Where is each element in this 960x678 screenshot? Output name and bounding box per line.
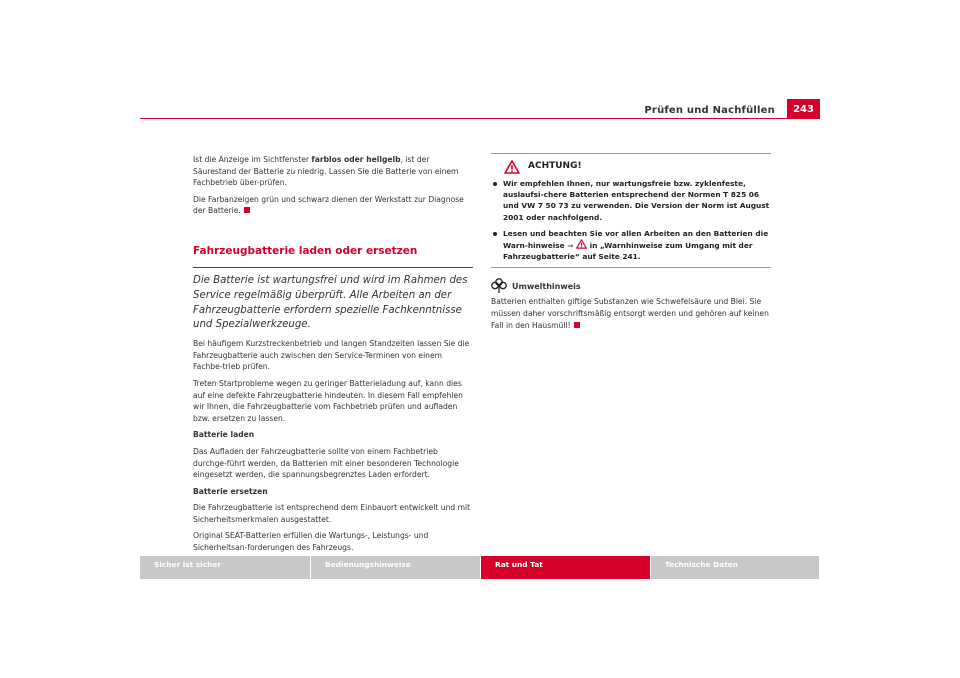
tab-sicher-ist-sicher[interactable]: Sicher ist sicher — [140, 556, 310, 579]
subheading-charge: Batterie laden — [193, 430, 255, 440]
body-paragraph-1: Bei häufigem Kurzstreckenbetrieb und langen Standzeiten lassen Sie die Fahrzeugbatterie auch zwischen den Service-Terminen von einem Fachbe-trieb prüfen. — [193, 339, 470, 372]
replace-paragraph: Die Fahrzeugbatterie ist entsprechend dem Einbauort entwickelt und mit Sicherheitsmerkmalen ausgestattet. — [193, 503, 471, 524]
warning-triangle-icon — [576, 239, 587, 249]
body-paragraph-3: Original SEAT-Batterien erfüllen die Wartungs-, Leistungs- und Sicherheitsan-forderungen des Fahrzeugs. — [193, 531, 429, 553]
end-marker-icon — [574, 322, 580, 328]
warning-item: Wir empfehlen Ihnen, nur wartungsfreie bzw. zyklenfeste, auslaufsi-chere Batterien entsprechend der Normen T 825 06 und VW 7 50 73 zu verwenden. Die Version der Norm ist August 2001 oder nachfolgend. — [491, 178, 771, 223]
page-header-title: Prüfen und Nachfüllen — [644, 105, 775, 116]
section-title: Fahrzeugbatterie laden oder ersetzen — [193, 244, 418, 257]
right-column — [491, 153, 771, 336]
environment-header — [491, 278, 771, 294]
tab-technische-daten[interactable]: Technische Daten — [650, 556, 819, 579]
subheading-replace: Batterie ersetzen — [193, 486, 268, 496]
environment-title: Umwelthinweis — [512, 281, 581, 291]
charge-paragraph: Das Aufladen der Fahrzeugbatterie sollte von einem Fachbetrieb durchge-führt werden, da Batterien mit einer besonderen Technologie eingesetzt werden, die spannungsbegrenztes Laden erfordert. — [193, 446, 459, 480]
cross-reference-arrow[interactable]: ⇒ — [567, 241, 574, 251]
warning-triangle-icon — [504, 160, 520, 174]
environment-paragraph: Batterien enthalten giftige Substanzen wie Schwefelsäure und Blei. Sie müssen daher vorschriftsmäßig entsorgt werden und gehören auf keinen Fall in den Hausmüll! — [491, 297, 769, 330]
bullet-icon — [493, 232, 497, 236]
warning-header — [491, 154, 771, 178]
warning-title: ACHTUNG! — [528, 161, 582, 172]
end-marker-icon — [244, 207, 250, 213]
body-paragraph-2: Treten Startprobleme wegen zu geringer Batterieladung auf, kann dies auf eine defekte Fahrzeugbatterie hindeuten. In diesem Fall empfehlen wir Ihnen, die Fahrzeugbatterie vom Fachbetrieb prüfen und aufladen bzw. ersetzen zu lassen. — [193, 378, 463, 423]
section-lead: Die Batterie ist wartungsfrei und wird im Rahmen des Service regelmäßig überprüft. Alle Arbeiten an der Fahrzeugbatterie erfordern spezielle Fachkenntnisse und Spezialwerkzeuge. — [193, 274, 468, 331]
left-column — [193, 154, 473, 559]
tab-bedienungshinweise[interactable]: Bedienungshinweise — [310, 556, 480, 579]
chapter-tabs — [140, 556, 820, 579]
warning-box — [491, 153, 771, 268]
intro-paragraph-2: Die Farbanzeigen grün und schwarz dienen der Werkstatt zur Diagnose der Batterie. — [193, 194, 464, 216]
indicator-color-emphasis: farblos oder hellgelb — [311, 155, 401, 164]
cross-reference-link[interactable]: in „Warnhinweise zum Umgang mit der Fahrzeugbatterie“ auf Seite 241. — [503, 241, 753, 262]
warning-item: Lesen und beachten Sie vor allen Arbeiten an den Batterien die Warn-hinweise ⇒ in „Warnhinweise zum Umgang mit der Fahrzeugbatterie“ auf Seite 241. — [491, 228, 771, 263]
section-rule — [193, 267, 473, 268]
tab-rat-und-tat[interactable]: Rat und Tat — [480, 556, 650, 579]
flower-environment-icon — [491, 278, 507, 294]
bullet-icon — [493, 182, 497, 186]
header-rule — [140, 118, 820, 119]
page-number: 243 — [787, 99, 820, 119]
intro-paragraph-1: Ist die Anzeige im Sichtfenster farblos oder hellgelb, ist der Säurestand der Batterie zu niedrig. Lassen Sie die Batterie von einem Fachbetrieb über-prüfen. — [193, 155, 459, 188]
